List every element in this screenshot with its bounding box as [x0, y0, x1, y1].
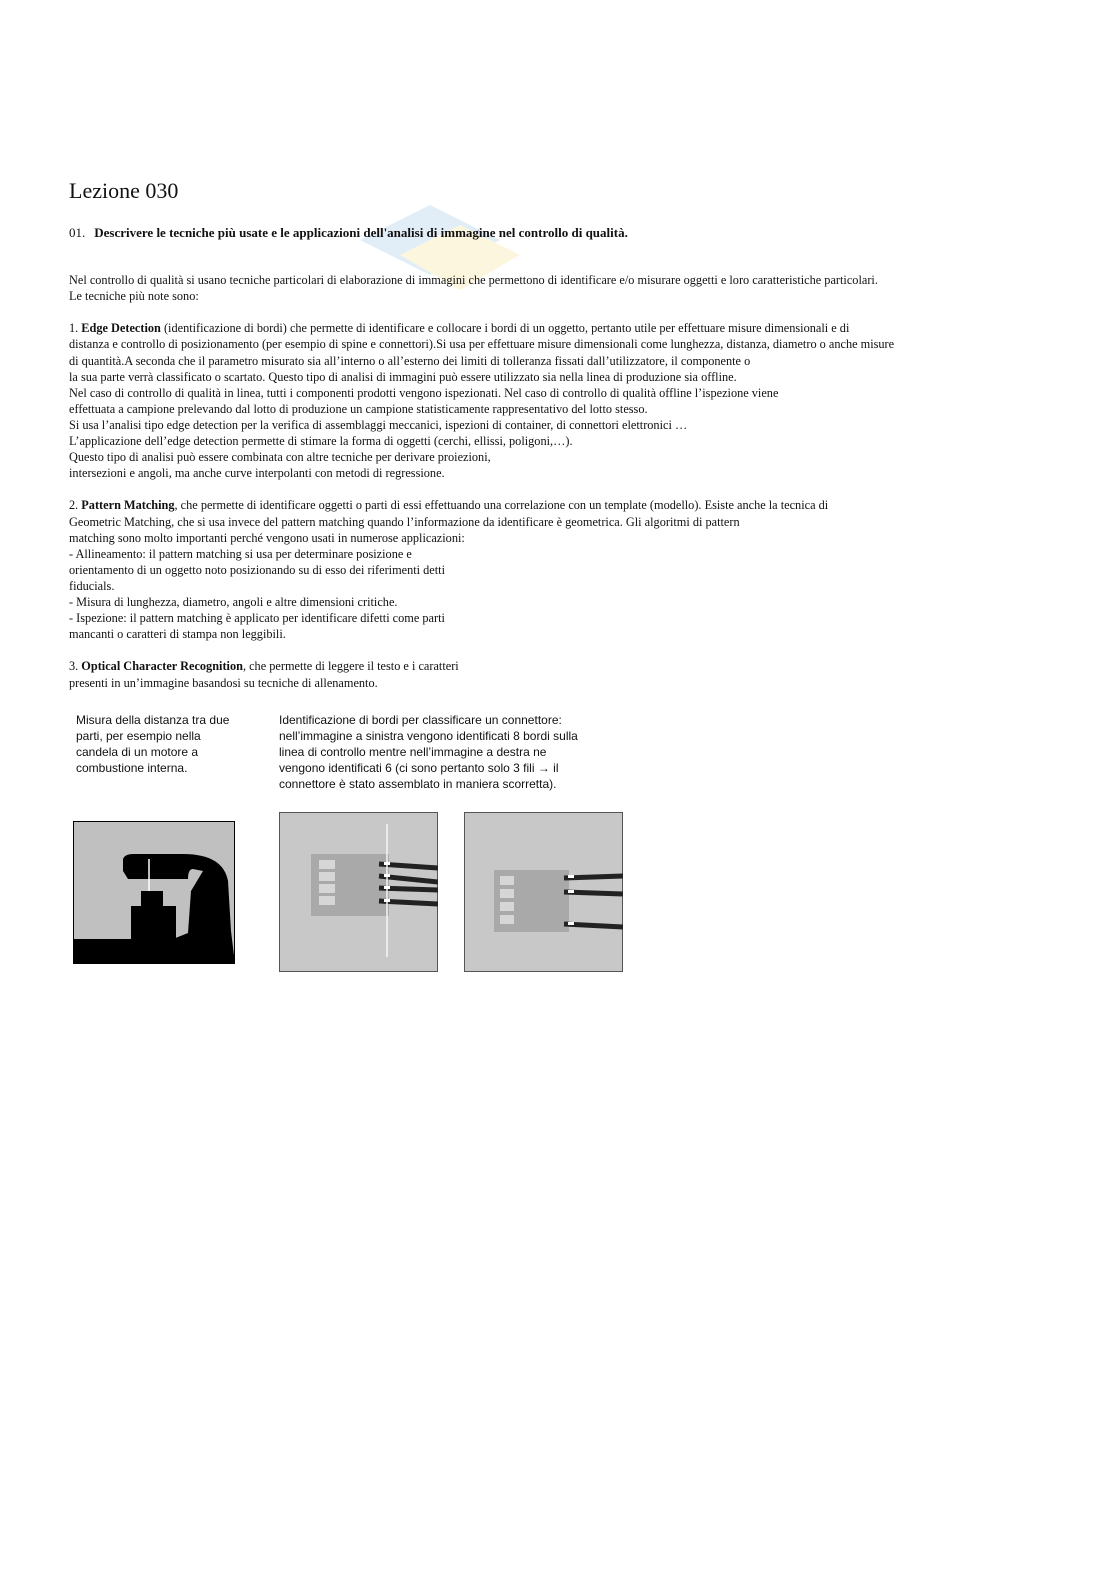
- caption-line: vengono identificati 6 (ci sono pertanto solo 3 fili → il: [279, 761, 559, 775]
- question-text: Descrivere le tecniche più usate e le applicazioni dell'analisi di immagine nel controllo di qualità.: [94, 225, 628, 240]
- body-line: Si usa l’analisi tipo edge detection per la verifica di assemblaggi meccanici, ispezioni di container, di connettori elettronici …: [69, 417, 688, 432]
- body-line: matching sono molto importanti perché vengono usati in numerose applicazioni:: [69, 530, 465, 545]
- body-line: Questo tipo di analisi può essere combinata con altre tecniche per derivare proiezioni,: [69, 450, 491, 465]
- body-line: la sua parte verrà classificato o scartato. Questo tipo di analisi di immagini può essere utilizzato sia nella linea di produzione sia offline.: [69, 369, 737, 384]
- page-title: Lezione 030: [69, 178, 179, 203]
- body-line: presenti in un’immagine basandosi su tecniche di allenamento.: [69, 675, 378, 690]
- body-line: 1. Edge Detection (identificazione di bordi) che permette di identificare e collocare i bordi di un oggetto, pertanto utile per effettuare misure dimensionali e di: [69, 321, 850, 336]
- body-line: 3. Optical Character Recognition, che permette di leggere il testo e i caratteri: [69, 659, 459, 674]
- caption-line: Identificazione di bordi per classificare un connettore:: [279, 713, 562, 727]
- caption-line: combustione interna.: [76, 761, 188, 775]
- body-line: Nel controllo di qualità si usano tecniche particolari di elaborazione di immagini che permettono di identificare e/o misurare oggetti e loro caratteristiche particolari.: [69, 273, 878, 287]
- caption-line: connettore è stato assemblato in maniera scorretta).: [279, 777, 557, 791]
- caption-line: nell’immagine a sinistra vengono identificati 8 bordi sulla: [279, 729, 578, 743]
- body-line: mancanti o caratteri di stampa non leggibili.: [69, 627, 286, 642]
- body-line: effettuata a campione prelevando dal lotto di produzione un campione statisticamente rappresentativo del lotto stesso.: [69, 401, 648, 416]
- body-line: - Ispezione: il pattern matching è applicato per identificare difetti come parti: [69, 611, 445, 626]
- caption-line: linea di controllo mentre nell’immagine a destra ne: [279, 745, 547, 759]
- body-line: L’applicazione dell’edge detection permette di stimare la forma di oggetti (cerchi, ellissi, poligoni,…).: [69, 434, 573, 448]
- body-line: distanza e controllo di posizionamento (per esempio di spine e connettori).Si usa per effettuare misure dimensionali come lunghezza, distanza, diametro o anche misure: [69, 337, 895, 352]
- body-line: Geometric Matching, che si usa invece del pattern matching quando l’informazione da identificare è geometrica. Gli algoritmi di pattern: [69, 514, 740, 529]
- figure-spark-plug: [73, 821, 235, 969]
- body-line: - Allineamento: il pattern matching si usa per determinare posizione e: [69, 546, 412, 561]
- watermark-logo: [340, 200, 540, 325]
- body-line: Le tecniche più note sono:: [69, 289, 199, 304]
- body-line: Nel caso di controllo di qualità in linea, tutti i componenti prodotti vengono ispezionati. Nel caso di controllo di qualità offline l’ispezione viene: [69, 385, 779, 400]
- question-heading: [69, 225, 628, 241]
- body-line: di quantità.A seconda che il parametro misurato sia all’interno o all’esterno dei limiti di tolleranza fissati dall’utilizzatore, il componente o: [69, 353, 751, 368]
- question-number: 01.: [69, 225, 86, 240]
- body-line: orientamento di un oggetto noto posizionando su di esso dei riferimenti detti: [69, 562, 446, 577]
- figure-connector-correct: [279, 812, 438, 977]
- caption-line: candela di un motore a: [76, 745, 199, 759]
- body-line: intersezioni e angoli, ma anche curve interpolanti con metodi di regressione.: [69, 466, 445, 481]
- figure-connector-incorrect: [464, 812, 623, 977]
- body-line: fiducials.: [69, 578, 115, 593]
- body-line: - Misura di lunghezza, diametro, angoli e altre dimensioni critiche.: [69, 595, 398, 609]
- caption-line: parti, per esempio nella: [76, 729, 201, 743]
- body-line: 2. Pattern Matching, che permette di identificare oggetti o parti di essi effettuando una correlazione con un template (modello). Esiste anche la tecnica di: [69, 498, 829, 513]
- caption-line: Misura della distanza tra due: [76, 713, 230, 727]
